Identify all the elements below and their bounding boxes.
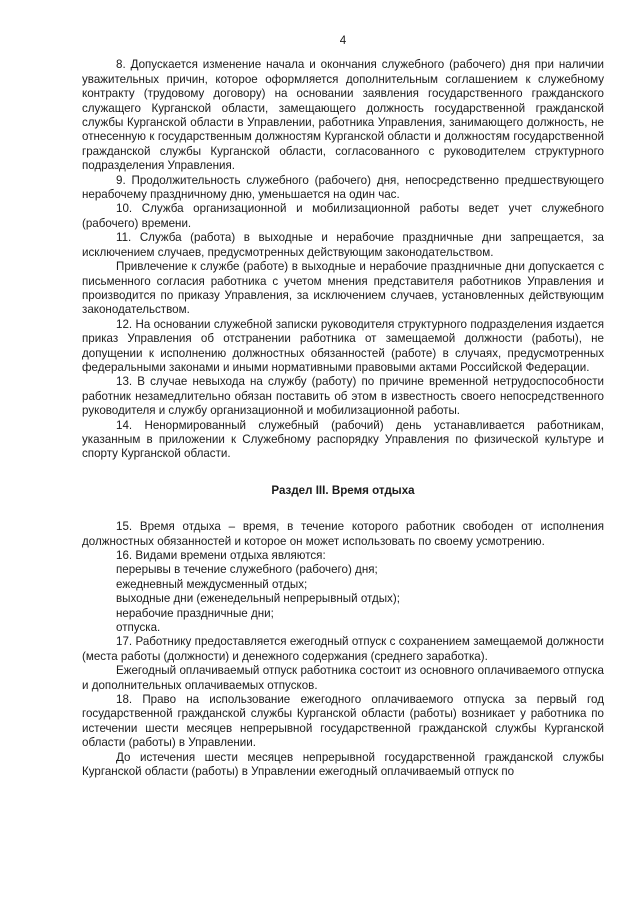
paragraph-17-continued: Ежегодный оплачиваемый отпуск работника состоит из основного оплачиваемого отпуска и дополнительных оплачиваемых отпусков. [82,664,604,692]
paragraph-13: 13. В случае невыхода на службу (работу) по причине временной нетрудоспособности работник незамедлительно обязан поставить об этом в известность своего непосредственного руководителя и службу организационной и мобилизационной работы. [82,375,604,418]
section-title: Раздел III. Время отдыха [271,483,415,497]
paragraph-9: 9. Продолжительность служебного (рабочего) дня, непосредственно предшествующего нерабочему праздничному дню, уменьшается на один час. [82,173,604,202]
list-item: выходные дни (еженедельный непрерывный отдых); [116,592,400,606]
list-item: отпуска. [116,621,161,635]
paragraph-16: 16. Видами времени отдыха являются: [116,549,326,562]
rest-types-list [82,563,604,635]
paragraph-18: 18. Право на использование ежегодного оплачиваемого отпуска за первый год государственной гражданской службы Курганской области (работы) возникает у работника по истечении шести месяцев непрерывной государственной гражданской службы Курганской области (работы) в Управлении. [82,693,604,750]
paragraph-11-continued: Привлечение к службе (работе) в выходные и нерабочие праздничные дни допускается с письменного согласия работника с учетом мнения представителя работников Управления и производится по приказу Управления, за исключением случаев, установленных действующим законодательством. [82,260,604,317]
paragraph-11: 11. Служба (работа) в выходные и нерабочие праздничные дни запрещается, за исключением случаев, предусмотренных действующим законодательством. [82,231,604,259]
paragraph-12: 12. На основании служебной записки руководителя структурного подразделения издается приказ Управления об отстранении работника от замещаемой должности (работы), не допущении к исполнению должностных обязанностей (работе) в случаях, предусмотренных федеральными законами и иными нормативными правовыми актами Российской Федерации. [82,317,604,374]
paragraph-8: 8. Допускается изменение начала и окончания служебного (рабочего) дня при наличии уважительных причин, которое оформляется дополнительным соглашением к служебному контракту (трудовому договору) на основании заявления государственного гражданского служащего Курганской области, замещающего должность государственной гражданской службы Курганской области в Управлении, работника Управления, занимающего должность, не отнесенную к государственным должностям Курганской области и должностям государственной гражданской службы Курганской области, согласованного с руководителем структурного подразделения Управления. [82,58,604,173]
paragraphs-before [82,58,604,461]
paragraph-15: 15. Время отдыха – время, в течение которого работник свободен от исполнения должностных обязанностей и которое он может использовать по своему усмотрению. [82,520,604,548]
paragraphs-after [82,520,604,563]
paragraph-14: 14. Ненормированный служебный (рабочий) день устанавливается работникам, указанным в приложении к Служебному распорядку Управления по физической культуре и спорту Курганской области. [82,418,604,461]
list-item: ежедневный междусменный отдых; [116,577,308,591]
paragraph-17: 17. Работнику предоставляется ежегодный отпуск с сохранением замещаемой должности (места работы (должности) и денежного содержания (среднего заработка). [82,635,604,663]
paragraph-18-continued: До истечения шести месяцев непрерывной государственной гражданской службы Курганской области (работы) в Управлении ежегодный оплачиваемый отпуск по [82,750,604,779]
paragraph-10: 10. Служба организационной и мобилизационной работы ведет учет служебного (рабочего) времени. [82,202,604,230]
list-item: перерывы в течение служебного (рабочего) дня; [116,563,378,577]
page-number: 4 [339,34,347,47]
paragraphs-end [82,635,604,779]
list-item: нерабочие праздничные дни; [116,606,274,620]
